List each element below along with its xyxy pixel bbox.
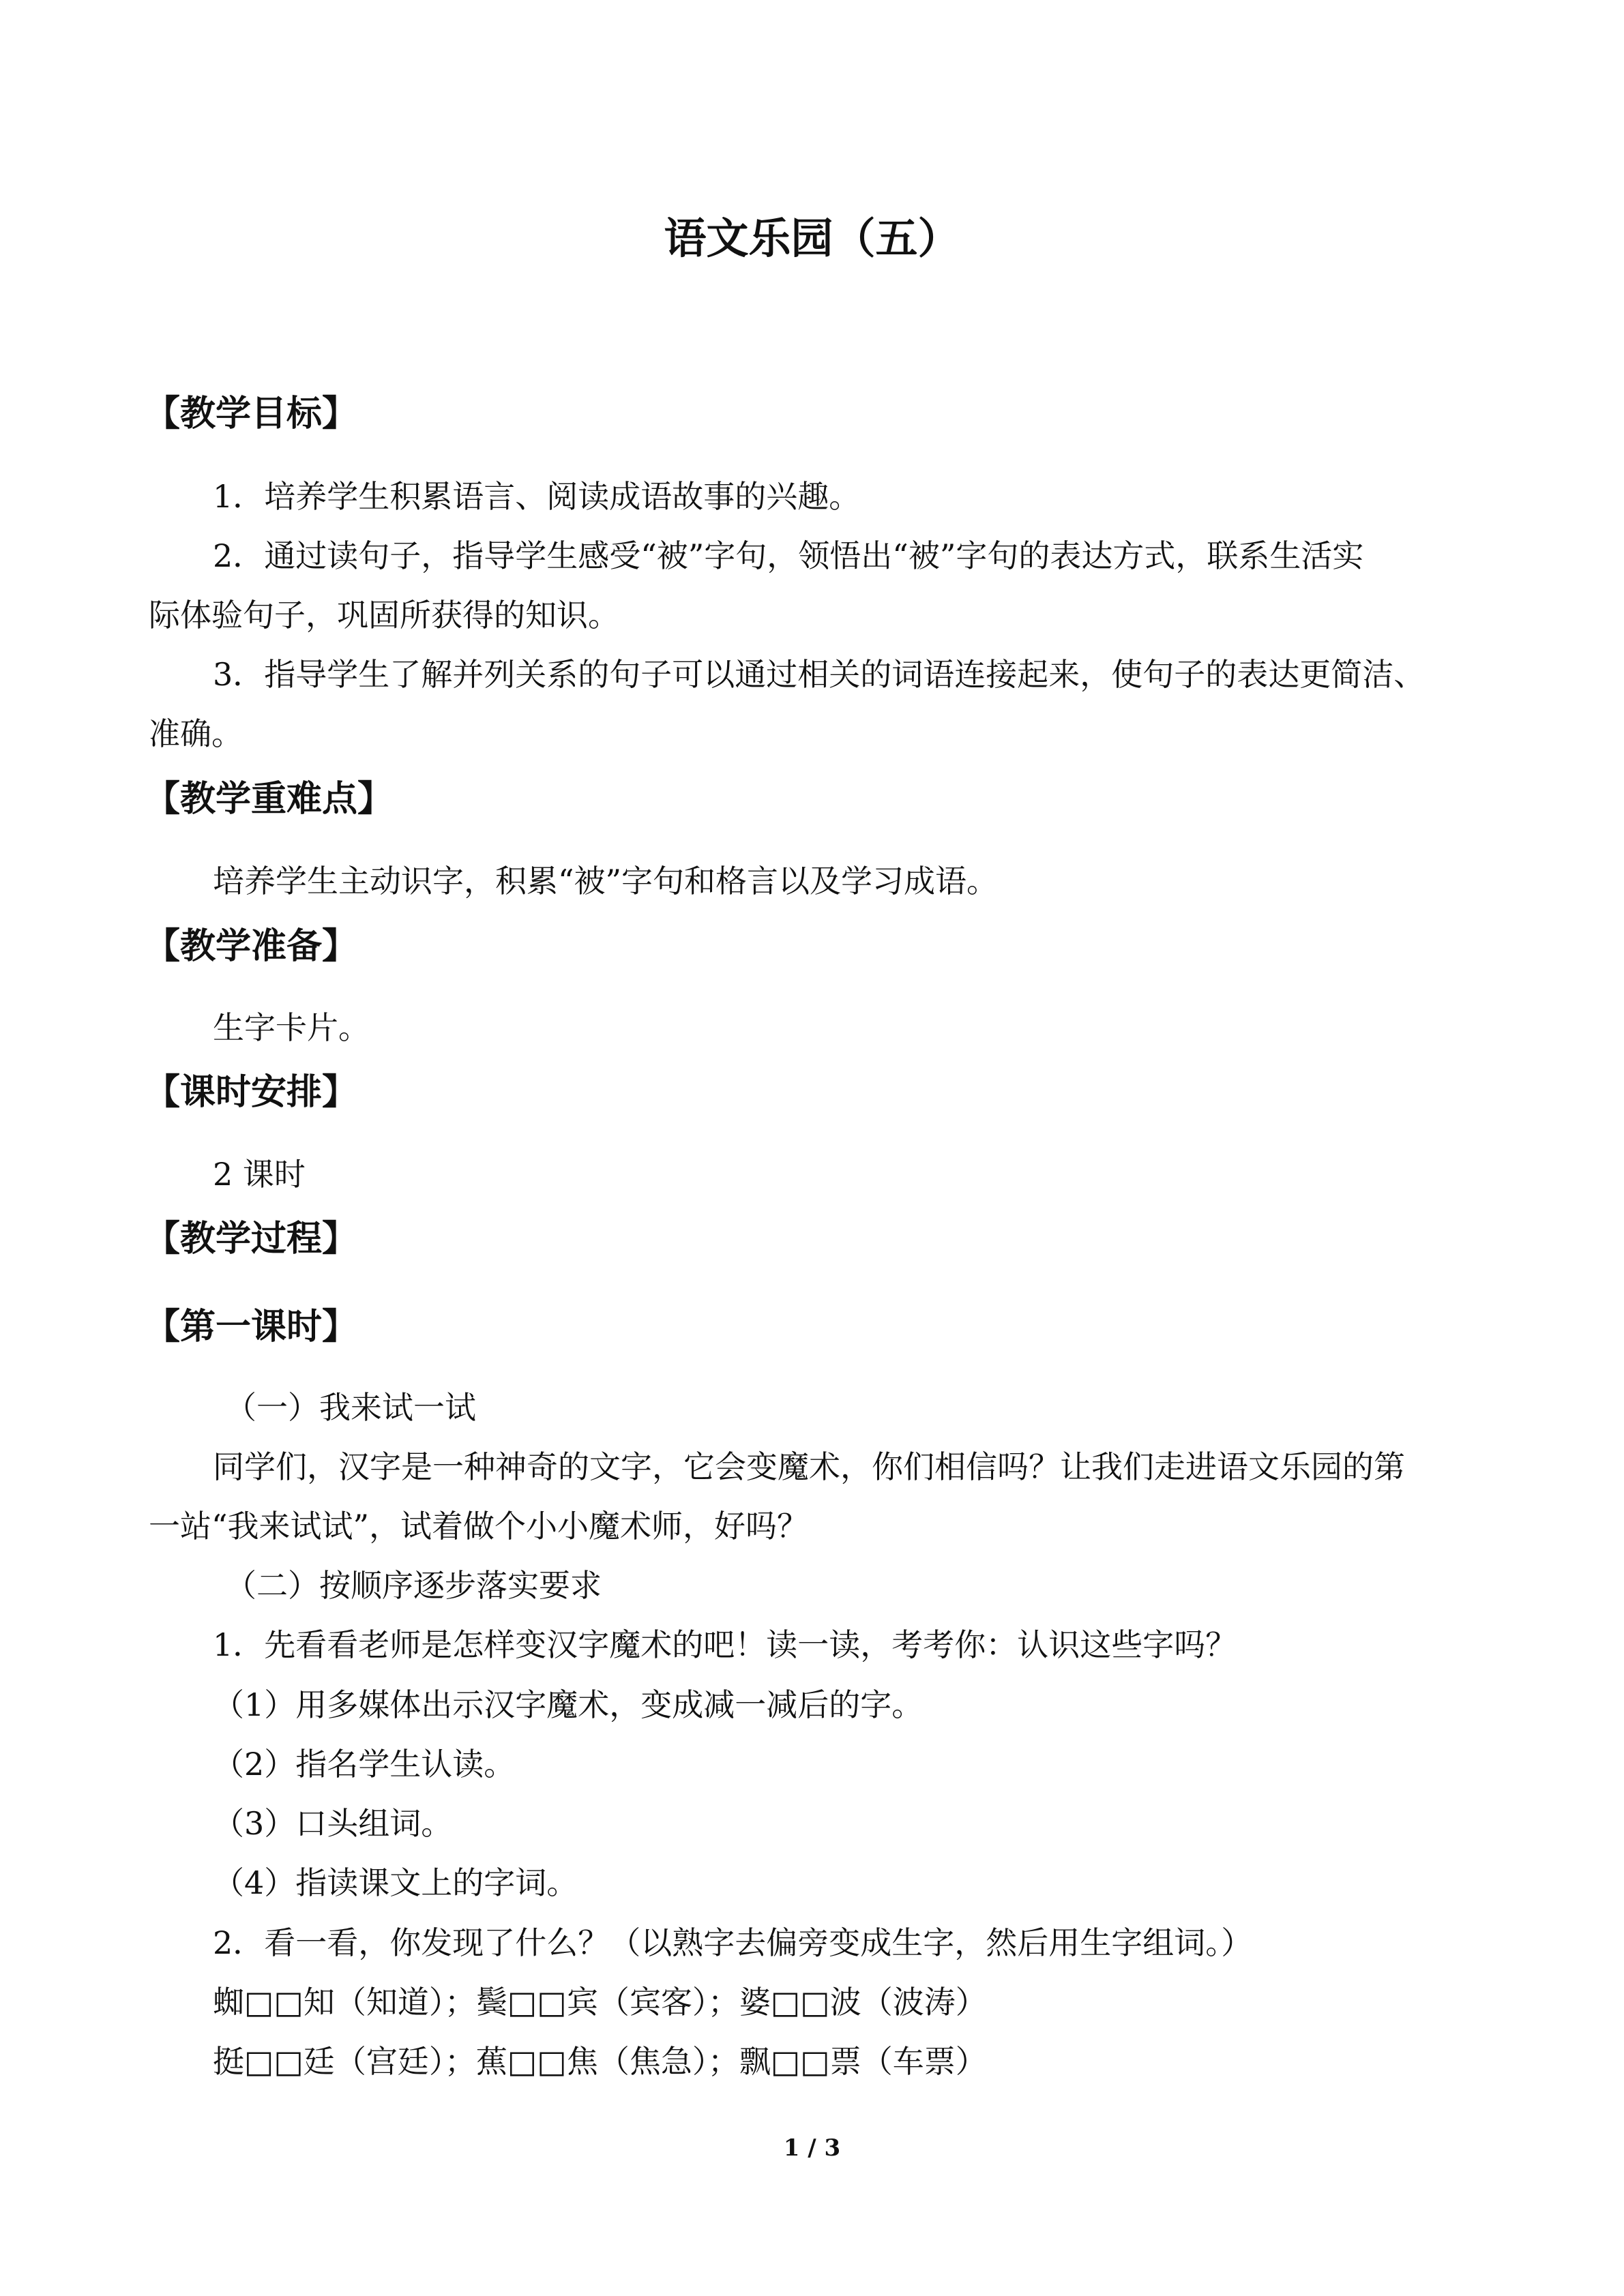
- heading-schedule: 【课时安排】: [145, 1071, 358, 1113]
- goal-line-1: 1．培养学生积累语言、阅读成语故事的兴趣。: [213, 478, 861, 515]
- lesson-step-1-title: （一）我来试一试: [225, 1389, 476, 1426]
- lesson-line-characters-1: 蜘□□知（知道）；鬓□□宾（宾客）；婆□□波（波涛）: [213, 1984, 987, 2021]
- lesson-line-sub-1: （1）用多媒体出示汉字魔术，变成减一减后的字。: [213, 1686, 924, 1723]
- lesson-line-sub-3: （3）口头组词。: [213, 1805, 453, 1842]
- heading-teaching-process: 【教学过程】: [145, 1218, 358, 1259]
- goal-line-3: 3．指导学生了解并列关系的句子可以通过相关的词语连接起来，使句子的表达更简洁、: [213, 656, 1426, 693]
- lesson-line-intro-continued: 一站“我来试试”，试着做个小小魔术师，好吗？: [149, 1508, 809, 1545]
- key-points-text: 培养学生主动识字，积累“被”字句和格言以及学习成语。: [213, 863, 999, 899]
- lesson-line-item-1: 1．先看看老师是怎样变汉字魔术的吧！读一读，考考你：认识这些字吗？: [213, 1626, 1237, 1663]
- lesson-step-2-title: （二）按顺序逐步落实要求: [225, 1567, 602, 1604]
- goal-line-2: 2．通过读句子，指导学生感受“被”字句，领悟出“被”字句的表达方式，联系生活实: [213, 537, 1364, 574]
- goal-line-2-continued: 际体验句子，巩固所获得的知识。: [149, 597, 619, 633]
- lesson-line-sub-2: （2）指名学生认读。: [213, 1746, 516, 1783]
- heading-first-lesson: 【第一课时】: [145, 1306, 358, 1347]
- lesson-line-intro: 同学们，汉字是一种神奇的文字，它会变魔术，你们相信吗？让我们走进语文乐园的第: [213, 1448, 1405, 1485]
- lesson-line-item-2: 2．看一看，你发现了什么？（以熟字去偏旁变成生字，然后用生字组词。）: [213, 1924, 1253, 1961]
- page-title: 语文乐园（五）: [664, 213, 960, 263]
- lesson-line-characters-2: 挺□□廷（宫廷）；蕉□□焦（焦急）；飘□□票（车票）: [213, 2043, 987, 2080]
- schedule-text: 2 课时: [213, 1156, 306, 1193]
- heading-preparation: 【教学准备】: [145, 925, 358, 967]
- heading-teaching-goals: 【教学目标】: [145, 393, 358, 434]
- preparation-text: 生字卡片。: [213, 1009, 370, 1046]
- goal-line-3-continued: 准确。: [149, 715, 243, 752]
- page-number: 1 / 3: [783, 2134, 841, 2162]
- heading-key-points: 【教学重难点】: [145, 778, 394, 820]
- lesson-line-sub-4: （4）指读课文上的字词。: [213, 1864, 578, 1901]
